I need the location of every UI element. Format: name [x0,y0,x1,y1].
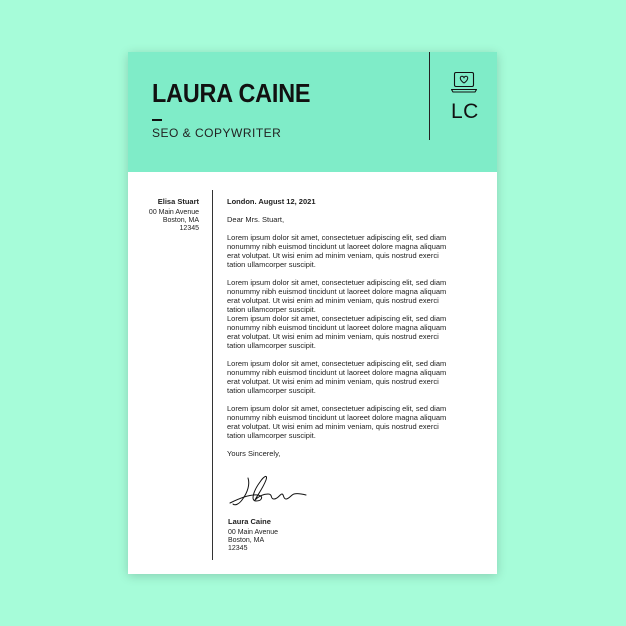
letterhead-page [128,52,497,574]
sender-address-line: 12345 [179,225,199,232]
header-divider [429,52,430,140]
sender-address-line: Boston, MA [162,217,199,224]
signer-address-line: 12345 [228,545,248,552]
letter-paragraph: Lorem ipsum dolor sit amet, consectetuer adipiscing elit, sed diam nonummy nibh euismod tincidunt ut laoreet dolore magna aliquam erat volutpat. Ut wisi enim ad minim veniam, quis nostrud exerci tation ullamcorper suscipit. [227,314,447,350]
author-role: SEO & COPYWRITER [152,126,282,140]
sender-block [128,198,199,233]
author-name: LAURA CAINE [152,78,311,108]
letter-body [227,197,467,458]
header-band [128,52,497,172]
laptop-heart-icon [450,70,478,94]
sender-address-line: 00 Main Avenue [148,209,199,216]
letter-salutation: Dear Mrs. Stuart, [227,215,285,224]
vertical-divider [212,190,213,560]
handwritten-signature [226,470,310,508]
letter-paragraph: Lorem ipsum dolor sit amet, consectetuer adipiscing elit, sed diam nonummy nibh euismod tincidunt ut laoreet dolore magna aliquam erat volutpat. Ut wisi enim ad minim veniam, quis nostrud exerci tation ullamcorper suscipit. [227,278,447,314]
letter-paragraph: Lorem ipsum dolor sit amet, consectetuer adipiscing elit, sed diam nonummy nibh euismod tincidunt ut laoreet dolore magna aliquam erat volutpat. Ut wisi enim ad minim veniam, quis nostrud exerci tation ullamcorper suscipit. [227,359,447,395]
sender-name: Elisa Stuart [157,197,199,206]
monogram-initials: LC [451,100,479,123]
letter-closing: Yours Sincerely, [227,449,281,458]
letter-paragraph: Lorem ipsum dolor sit amet, consectetuer adipiscing elit, sed diam nonummy nibh euismod tincidunt ut laoreet dolore magna aliquam erat volutpat. Ut wisi enim ad minim veniam, quis nostrud exerci tation ullamcorper suscipit. [227,233,447,269]
name-underline-dash [152,119,162,121]
letter-date: London. August 12, 2021 [227,197,316,206]
signer-address-line: Boston, MA [228,537,265,544]
signer-block [228,518,278,553]
signer-name: Laura Caine [228,517,271,526]
signer-address-line: 00 Main Avenue [228,529,279,536]
letter-paragraph: Lorem ipsum dolor sit amet, consectetuer adipiscing elit, sed diam nonummy nibh euismod tincidunt ut laoreet dolore magna aliquam erat volutpat. Ut wisi enim ad minim veniam, quis nostrud exerci tation ullamcorper suscipit. [227,404,447,440]
